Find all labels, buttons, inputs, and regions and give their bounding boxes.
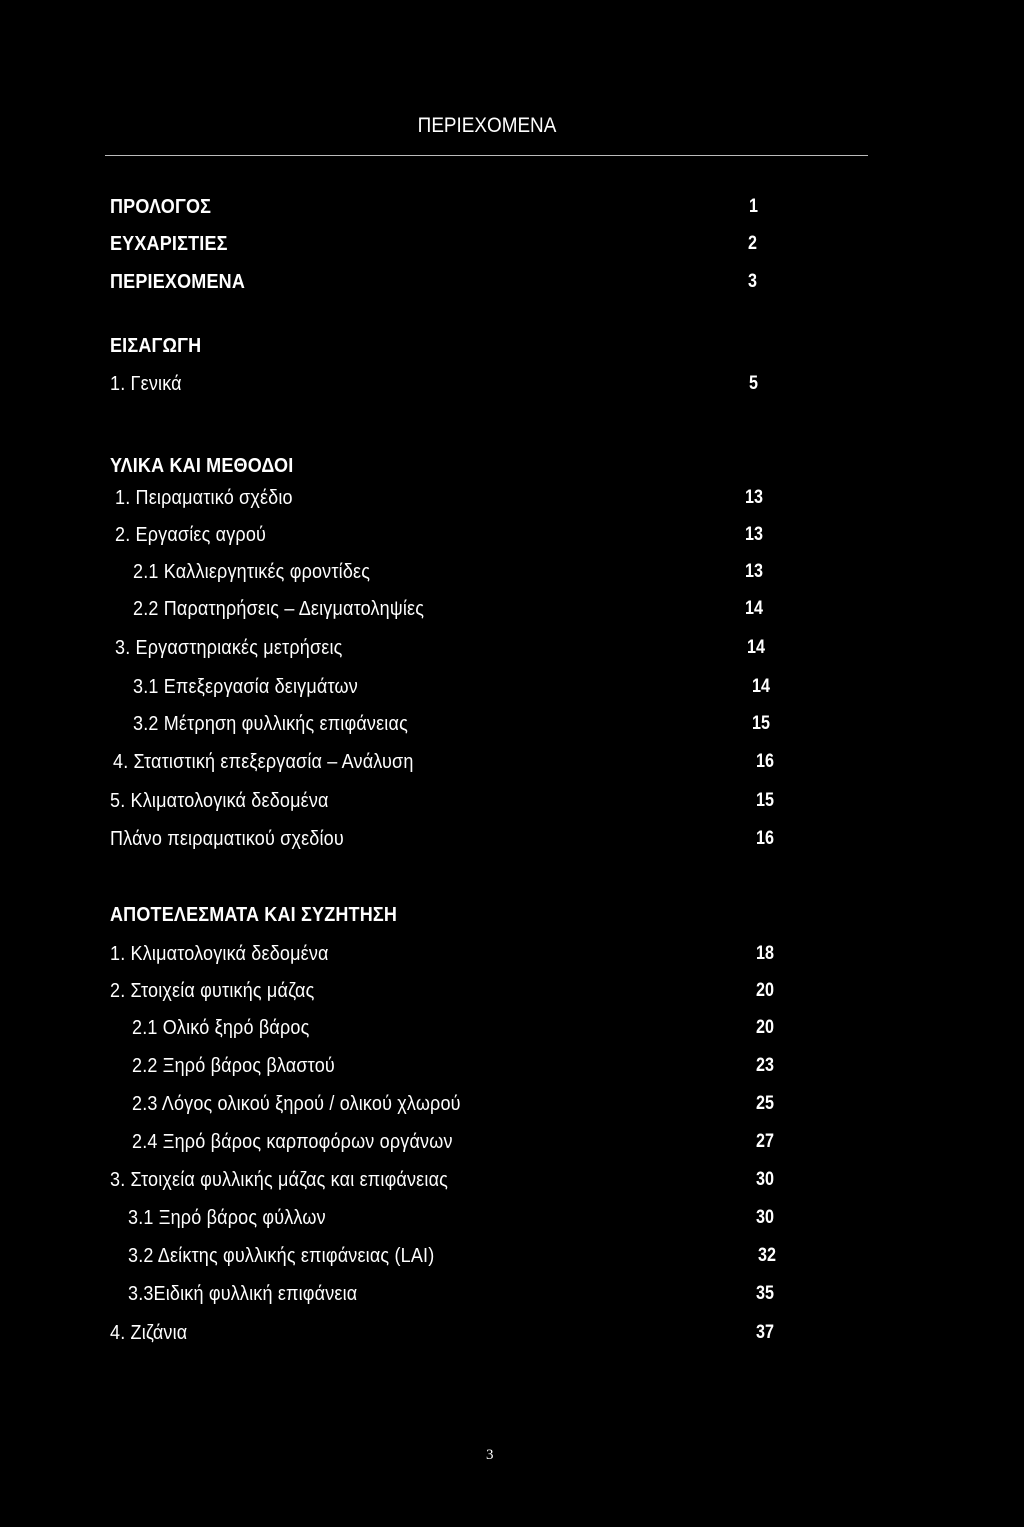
toc-entry-label: 5. Κλιματολογικά δεδομένα bbox=[110, 790, 329, 812]
toc-entry-page: 13 bbox=[745, 487, 763, 508]
toc-entry-page: 3 bbox=[748, 271, 757, 292]
toc-entry-label: 2.4 Ξηρό βάρος καρποφόρων οργάνων bbox=[132, 1131, 453, 1153]
toc-entry-page: 15 bbox=[756, 790, 774, 811]
toc-entry-page: 14 bbox=[745, 598, 763, 619]
page-title: ΠΕΡΙΕΧΟΜΕΝΑ bbox=[417, 114, 557, 137]
title-divider bbox=[105, 155, 868, 156]
toc-entry-page: 20 bbox=[756, 980, 774, 1001]
toc-entry-label: 1. Γενικά bbox=[110, 373, 182, 395]
toc-entry-label: 2. Εργασίες αγρού bbox=[115, 524, 267, 546]
toc-entry-label: 4. Στατιστική επεξεργασία – Ανάλυση bbox=[113, 751, 414, 773]
toc-entry-page: 14 bbox=[752, 676, 770, 697]
toc-entry-label: 3. Εργαστηριακές μετρήσεις bbox=[115, 637, 343, 659]
toc-entry-label: 2. Στοιχεία φυτικής μάζας bbox=[110, 980, 315, 1002]
toc-entry-label: Πλάνο πειραματικού σχεδίου bbox=[110, 828, 344, 850]
toc-entry-page: 30 bbox=[756, 1169, 774, 1190]
toc-entry-page: 16 bbox=[756, 751, 774, 772]
toc-entry-label: 1. Κλιματολογικά δεδομένα bbox=[110, 943, 329, 965]
toc-entry-label: 4. Ζιζάνια bbox=[110, 1322, 188, 1344]
toc-entry-label: ΠΕΡΙΕΧΟΜΕΝΑ bbox=[110, 271, 246, 293]
toc-entry-label: 3.2 Δείκτης φυλλικής επιφάνειας (LAI) bbox=[128, 1245, 435, 1267]
toc-entry-page: 16 bbox=[756, 828, 774, 849]
toc-entry-label: ΕΥΧΑΡΙΣΤΙΕΣ bbox=[110, 233, 228, 255]
toc-entry-label: 2.3 Λόγος ολικού ξηρού / ολικού χλωρού bbox=[132, 1093, 461, 1115]
toc-entry-label: 3.1 Επεξεργασία δειγμάτων bbox=[133, 676, 358, 698]
section-heading: ΕΙΣΑΓΩΓΗ bbox=[110, 335, 202, 357]
toc-entry-page: 2 bbox=[748, 233, 757, 254]
toc-entry-page: 30 bbox=[756, 1207, 774, 1228]
toc-entry-label: 1. Πειραματικό σχέδιο bbox=[115, 487, 293, 509]
toc-entry-label: 2.2 Παρατηρήσεις – Δειγματοληψίες bbox=[133, 598, 425, 620]
section-heading: ΥΛΙΚΑ ΚΑΙ ΜΕΘΟΔΟΙ bbox=[110, 455, 294, 477]
toc-entry-label: 2.1 Καλλιεργητικές φροντίδες bbox=[133, 561, 371, 583]
toc-entry-page: 23 bbox=[756, 1055, 774, 1076]
toc-entry-page: 15 bbox=[752, 713, 770, 734]
toc-entry-page: 32 bbox=[758, 1245, 776, 1266]
toc-entry-page: 20 bbox=[756, 1017, 774, 1038]
toc-entry-label: 3.1 Ξηρό βάρος φύλλων bbox=[128, 1207, 326, 1229]
toc-entry-label: 3.2 Μέτρηση φυλλικής επιφάνειας bbox=[133, 713, 408, 735]
toc-entry-page: 14 bbox=[747, 637, 765, 658]
page-number: 3 bbox=[486, 1447, 494, 1463]
toc-entry-label: 3. Στοιχεία φυλλικής μάζας και επιφάνειας bbox=[110, 1169, 449, 1191]
toc-entry-label: ΠΡΟΛΟΓΟΣ bbox=[110, 196, 212, 218]
toc-entry-page: 5 bbox=[749, 373, 758, 394]
toc-entry-page: 37 bbox=[756, 1322, 774, 1343]
toc-entry-page: 1 bbox=[749, 196, 758, 217]
toc-entry-page: 18 bbox=[756, 943, 774, 964]
toc-entry-page: 25 bbox=[756, 1093, 774, 1114]
toc-entry-label: 2.2 Ξηρό βάρος βλαστού bbox=[132, 1055, 335, 1077]
toc-entry-page: 27 bbox=[756, 1131, 774, 1152]
section-heading: ΑΠΟΤΕΛΕΣΜΑΤΑ ΚΑΙ ΣΥΖΗΤΗΣΗ bbox=[110, 904, 398, 926]
toc-entry-page: 35 bbox=[756, 1283, 774, 1304]
toc-entry-label: 3.3Ειδική φυλλική επιφάνεια bbox=[128, 1283, 358, 1305]
toc-entry-label: 2.1 Ολικό ξηρό βάρος bbox=[132, 1017, 310, 1039]
toc-entry-page: 13 bbox=[745, 561, 763, 582]
toc-entry-page: 13 bbox=[745, 524, 763, 545]
